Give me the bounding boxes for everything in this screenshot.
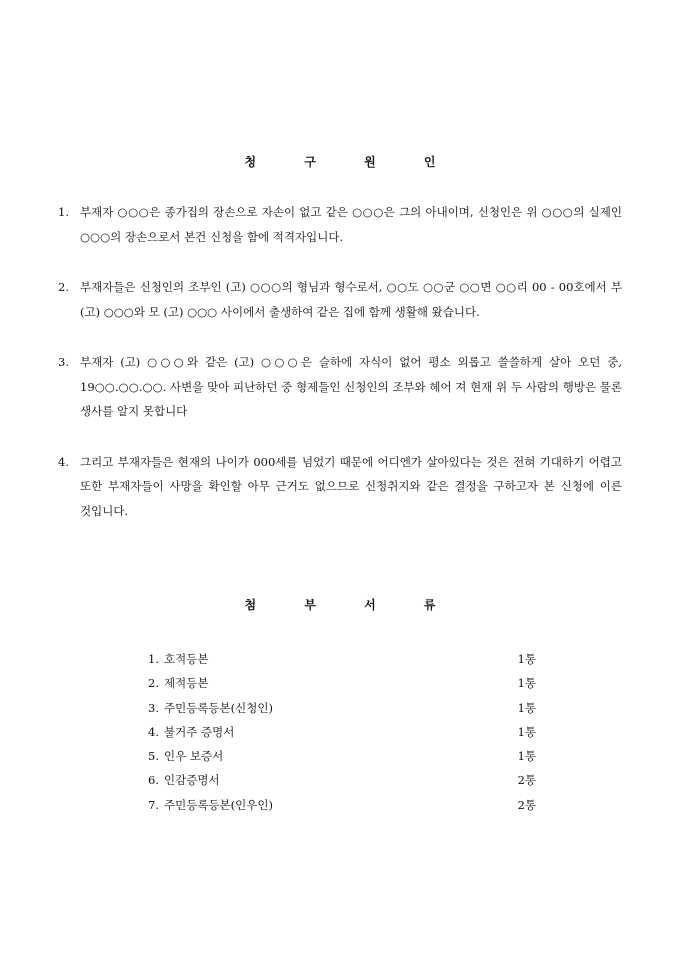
attachment-number: 7.: [148, 797, 159, 812]
attachment-number: 6.: [148, 773, 159, 788]
attachment-number: 1.: [148, 652, 159, 666]
attachment-row: [148, 768, 536, 792]
attachment-number: 2.: [148, 676, 159, 691]
attachment-row: [148, 793, 536, 817]
clause-text: 그리고 부재자들은 현재의 나이가 000세를 넘었기 때문에 어디엔가 살아있다는 것은 전혀 기대하기 어렵고 또한 부재자들이 사망을 확인할 아무 근거도 없으므로 신청취지와 같은 결정을 구하고자 본 신청에 이른 것입니다.: [80, 454, 622, 518]
attachment-number: 5.: [148, 749, 159, 764]
attachment-name: 호적등본: [164, 652, 209, 666]
attachment-name: 인우 보증서: [164, 749, 224, 764]
clause-number: 2.: [58, 280, 69, 294]
attachments-heading: 첨 부 서 류: [244, 598, 458, 612]
clause-text: 부재자들은 신청인의 조부인 (고) ○○○의 형님과 형수로서, ○○도 ○○군 ○○면 ○○리 00 - 00호에서 부 (고) ○○○와 모 (고) ○○○ 사이에서 출생하여 같은 집에 함께 생활해 왔습니다.: [80, 280, 622, 319]
attachment-copies: 2통: [517, 773, 536, 788]
attachment-copies: 1통: [517, 652, 536, 666]
clause-number: 4.: [58, 454, 69, 469]
attachments-list: [148, 647, 536, 817]
clause-number: 3.: [58, 355, 69, 369]
attachment-row: [148, 671, 536, 695]
attachment-number: 3.: [148, 700, 159, 715]
clause-text: 부재자 (고) ○○○와 같은 (고) ○○○은 슬하에 자식이 없어 평소 외롭고 쓸쓸하게 살아 오던 중, 19○○.○○.○○. 사변을 맞아 피난하던 중 형제들인 신청인의 조부와 헤어 져 현재 위 두 사람의 행방은 물론 생사를 알지 못합니다: [80, 355, 622, 418]
attachment-name: 주민등록등본(인우인): [164, 797, 273, 812]
attachment-number: 4.: [148, 724, 159, 739]
attachment-name: 불거주 증명서: [164, 724, 235, 739]
claim-grounds-heading: 청 구 원 인: [244, 155, 458, 169]
attachment-row: [148, 744, 536, 768]
attachment-copies: 1통: [517, 724, 536, 739]
clause-1: [58, 200, 622, 249]
attachment-copies: 1통: [517, 676, 536, 691]
attachment-copies: 2통: [517, 797, 536, 812]
attachment-row: [148, 720, 536, 744]
claim-grounds-list: [58, 200, 622, 549]
attachment-name: 주민등록등본(신청인): [164, 700, 273, 715]
attachment-copies: 1통: [517, 700, 536, 715]
clause-text: 부재자 ○○○은 종가집의 장손으로 자손이 없고 같은 ○○○은 그의 아내이며, 신청인은 위 ○○○의 실제인 ○○○의 장손으로서 본건 신청을 함에 적격자입니다.: [80, 205, 622, 244]
attachment-name: 인감증명서: [164, 773, 220, 788]
attachment-copies: 1통: [517, 749, 536, 764]
clause-4: [58, 450, 622, 524]
clause-number: 1.: [58, 205, 69, 219]
attachment-row: [148, 696, 536, 720]
clause-2: [58, 275, 622, 324]
attachment-name: 제적등본: [164, 676, 209, 691]
attachment-row: [148, 647, 536, 671]
clause-3: [58, 350, 622, 424]
